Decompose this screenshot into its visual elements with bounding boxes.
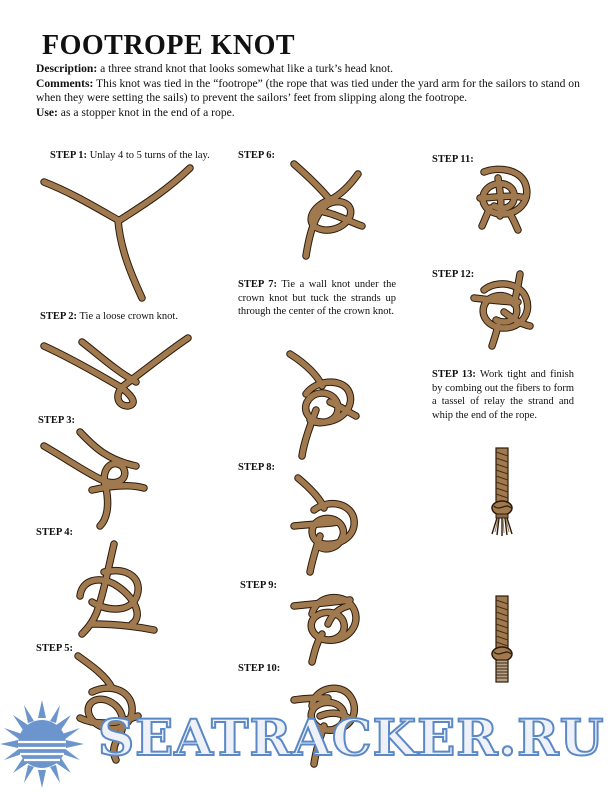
watermark-text: SEATRACKER.RU <box>98 708 605 767</box>
step-8-illustration <box>290 474 370 574</box>
step-11-label: STEP 11: <box>432 154 474 165</box>
comments-line <box>36 77 596 106</box>
step-6-illustration <box>286 160 376 260</box>
step-13-caption <box>432 368 574 422</box>
step-11-caption <box>432 153 474 167</box>
step-4-illustration <box>74 540 164 640</box>
step-2-label: STEP 2: <box>40 311 78 322</box>
step-11-illustration <box>470 164 540 234</box>
step-1-label: STEP 1: <box>50 150 88 161</box>
description-label: Description: <box>36 62 98 75</box>
step-3-illustration <box>40 428 150 528</box>
step-7-caption <box>238 278 396 319</box>
step-1-text: Unlay 4 to 5 turns of the lay. <box>87 150 210 161</box>
step-1-illustration <box>40 162 200 302</box>
step-4-label: STEP 4: <box>36 527 74 538</box>
step-5-caption <box>36 642 73 656</box>
step-2-caption <box>40 310 240 324</box>
step-5-label: STEP 5: <box>36 643 74 654</box>
step-9-illustration <box>290 584 370 664</box>
step-12-label: STEP 12: <box>432 269 475 280</box>
step-7-illustration <box>286 350 366 460</box>
step-6-caption <box>238 149 275 163</box>
step-7-label: STEP 7: <box>238 279 277 290</box>
step-10-caption <box>238 662 280 676</box>
step-1-caption <box>50 149 240 163</box>
step-12-caption <box>432 268 474 282</box>
step-7-text: Tie a wall knot under the crown knot but tuck the strands up through the center of the crown knot. <box>238 279 396 317</box>
use-line <box>36 106 596 121</box>
step-13-text: Work tight and finish by combing out the fibers to form a tassel of relay the strand and whip the end of the rope. <box>432 369 574 421</box>
step-12-illustration <box>470 270 550 350</box>
step-3-label: STEP 3: <box>38 415 76 426</box>
step-2-illustration <box>40 330 200 410</box>
step-3-caption <box>38 414 75 428</box>
page-title: FOOTROPE KNOT <box>42 30 296 61</box>
comments-text: This knot was tied in the “footrope” (the rope that was tied under the yard arm for the sailors to stand on when they were setting the sails) to prevent the sailors’ feet from slipping along the footrope. <box>36 76 580 104</box>
step-10-label: STEP 10: <box>238 663 281 674</box>
step-4-caption <box>36 526 73 540</box>
use-text: as a stopper knot in the end of a rope. <box>57 105 235 119</box>
step-9-caption <box>240 579 277 593</box>
step-6-label: STEP 6: <box>238 150 276 161</box>
step-8-caption <box>238 461 275 475</box>
step-13-label: STEP 13: <box>432 369 476 380</box>
description-text: a three strand knot that looks somewhat like a turk’s head knot. <box>97 62 394 75</box>
step-2-text: Tie a loose crown knot. <box>77 311 178 322</box>
comments-label: Comments: <box>36 76 94 90</box>
step-13-whipped-illustration <box>486 594 520 688</box>
step-8-label: STEP 8: <box>238 462 276 473</box>
intro-block <box>36 62 596 120</box>
step-9-label: STEP 9: <box>240 580 278 591</box>
use-label: Use: <box>36 105 58 119</box>
description-line <box>36 62 596 77</box>
step-13-tassel-illustration <box>486 446 520 538</box>
